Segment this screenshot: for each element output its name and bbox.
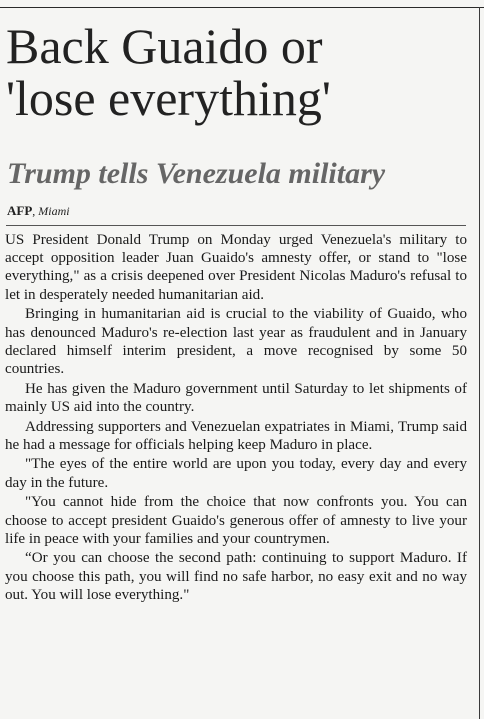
article-paragraph: He has given the Maduro government until Saturday to let shipments of mainly US aid into the country. [5, 380, 467, 415]
byline-divider [6, 225, 466, 226]
byline-agency: AFP [7, 203, 33, 218]
headline [6, 20, 476, 124]
article-paragraph: Addressing supporters and Venezuelan expatriates in Miami, Trump said he had a message for officials helping keep Maduro in place. [5, 418, 467, 453]
article-paragraph: US President Donald Trump on Monday urged Venezuela's military to accept opposition leader Juan Guaido's amnesty offer, or stand to "lose everything," as a crisis deepened over President Nicolas Maduro's refusal to let in desperately needed humanitarian aid. [5, 232, 467, 303]
article-paragraph: "You cannot hide from the choice that now confronts you. You can choose to accept president Guaido's generous offer of amnesty to live your life in peace with your families and your countrymen. [5, 494, 467, 547]
byline [7, 203, 70, 219]
subheadline: Trump tells Venezuela military [7, 157, 386, 190]
top-border [0, 7, 484, 8]
headline-line-2: 'lose everything' [6, 70, 331, 126]
article-body [5, 231, 467, 606]
headline-line-1: Back Guaido or [6, 18, 323, 74]
article-paragraph: "The eyes of the entire world are upon you today, every day and every day in the future. [5, 456, 467, 491]
article-paragraph: “Or you can choose the second path: continuing to support Maduro. If you choose this path, you will find no safe harbor, no easy exit and no way out. You will lose everything." [5, 550, 467, 603]
article-paragraph: Bringing in humanitarian aid is crucial to the viability of Guaido, who has denounced Maduro's re-election last year as fraudulent and in January declared himself interim president, a move recognised by some 50 countries. [5, 306, 467, 377]
byline-location: Miami [38, 204, 70, 218]
byline-separator: , [32, 204, 39, 218]
right-border [479, 7, 480, 719]
